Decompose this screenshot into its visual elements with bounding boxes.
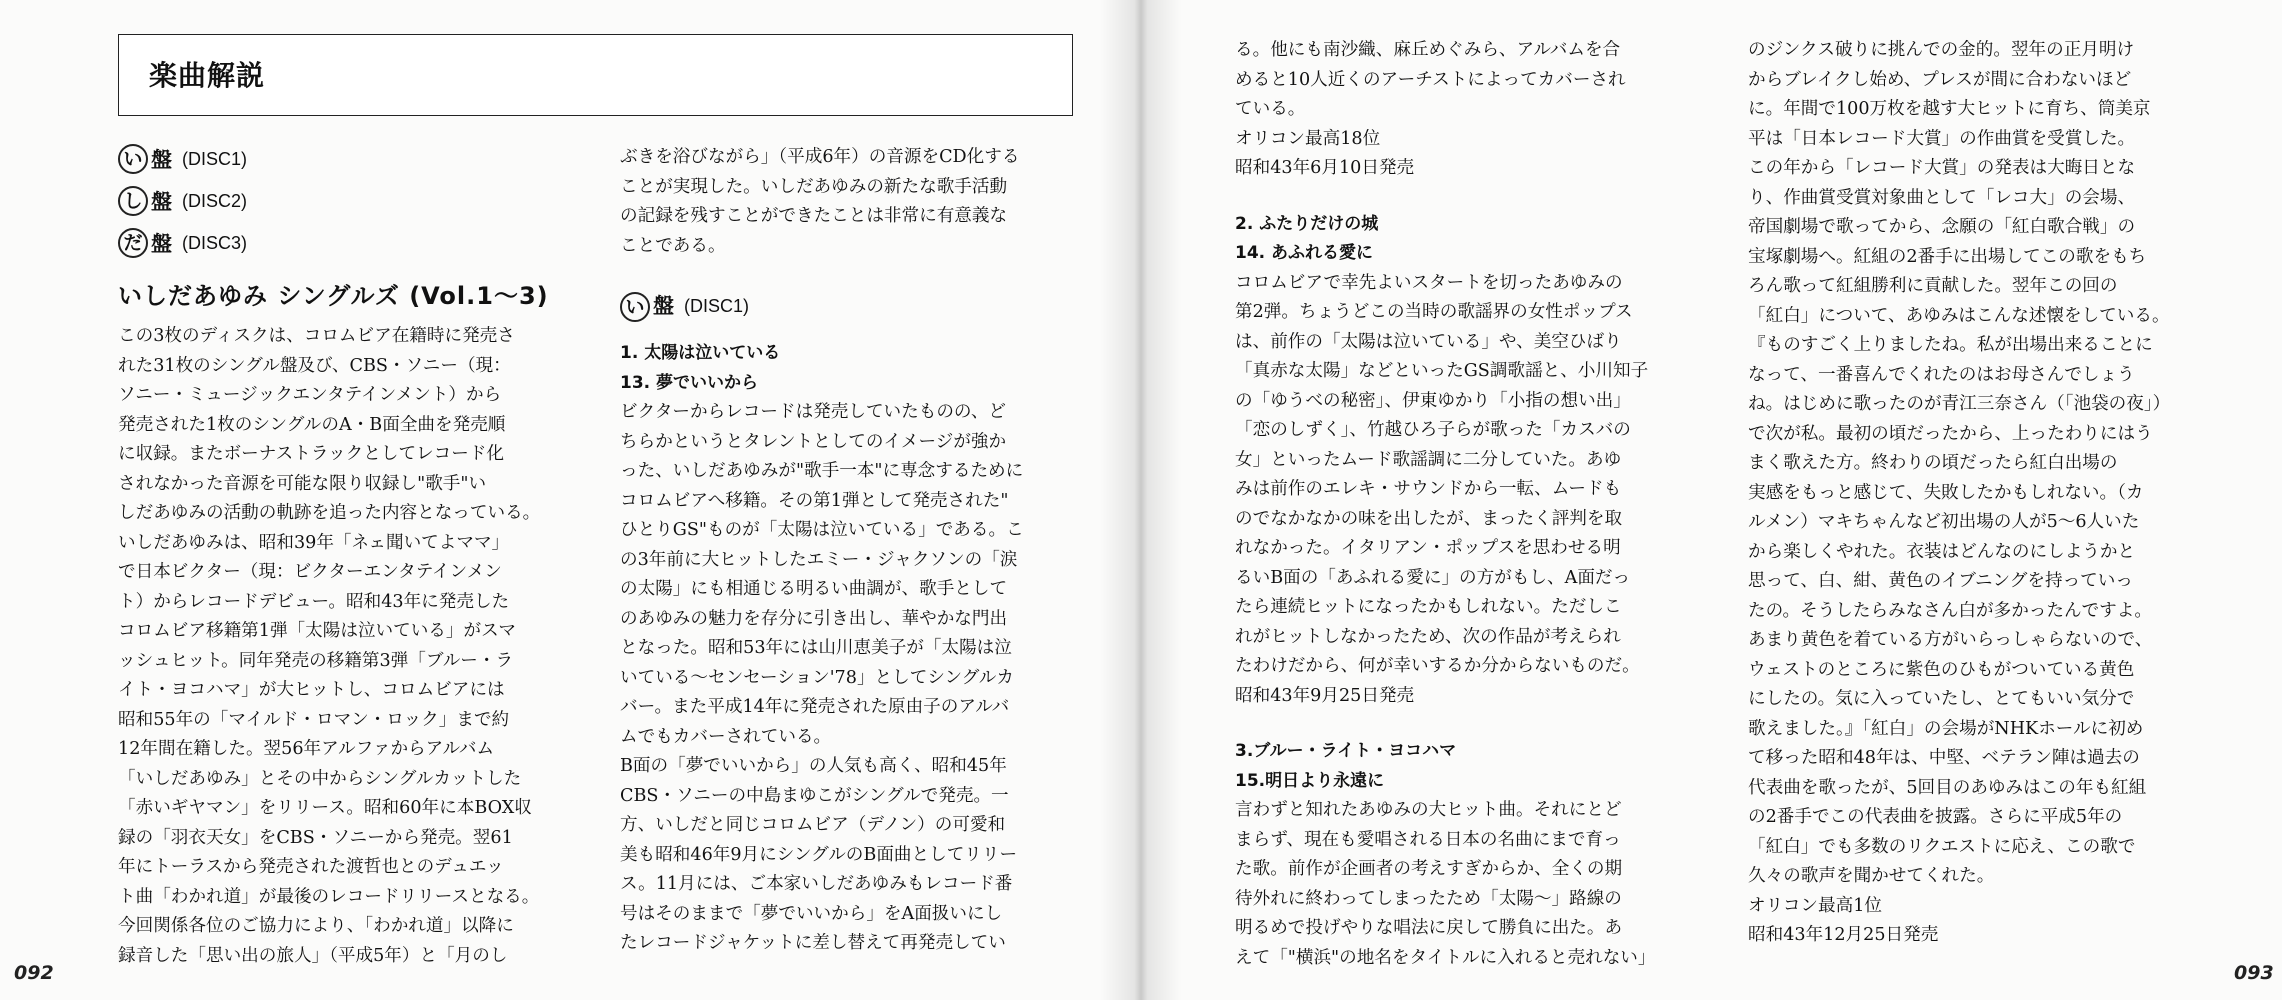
text-line: った、いしだあゆみが"歌手一本"に専念するために [620, 461, 1024, 481]
song1-description [620, 398, 1090, 959]
text-line: ト）からレコードデビュー。昭和43年に発売した [118, 591, 510, 612]
text-line: 方、いしだと同じコロムビア（デノン）の可愛和 [620, 815, 1006, 835]
text-line: なって、一番喜んでくれたのはお母さんでしょう [1748, 364, 2135, 385]
text-line: ろん歌って紅組勝利に貢献した。翌年この回の [1748, 276, 2118, 296]
text-line: のあゆみの魅力を存分に引き出し、華やかな門出 [620, 608, 1008, 629]
text-line: 昭和43年9月25日発売 [1235, 685, 1415, 706]
text-line: コロムビアで幸先よいスタートを切ったあゆみの [1235, 272, 1623, 293]
song-title: 14. あふれる愛に [1235, 243, 1374, 263]
disc-ban: 盤 [151, 232, 172, 256]
text-line: となった。昭和53年には山川恵美子が「太陽は泣 [620, 638, 1012, 658]
disc-ban: 盤 [151, 190, 172, 214]
text-line: コロムビアへ移籍。その第1弾として発売された" [620, 490, 1009, 511]
text-line: 昭和43年12月25日発売 [1748, 925, 1939, 945]
text-line: しだあゆみの活動の軌跡を追った内容となっている。 [118, 503, 541, 523]
disc1-header [620, 287, 1090, 327]
disc-label: (DISC1) [684, 296, 750, 317]
intro-continuation [620, 143, 1090, 261]
text-line: て移った昭和48年は、中堅、ベテラン陣は過去の [1748, 748, 2140, 768]
disc-ban: 盤 [653, 294, 674, 319]
text-line: ちらかというとタレントとしてのイメージが強か [620, 431, 1007, 452]
text-line: 待外れに終わってしまったため「太陽〜」路線の [1235, 888, 1622, 909]
left-column-1 [118, 322, 616, 971]
text-line: ス。11月には、ご本家いしだあゆみもレコード番 [620, 874, 1013, 894]
text-line: の太陽」にも相通じる明るい曲調が、歌手として [620, 579, 1008, 599]
text-line: のジンクス破りに挑んでの金的。翌年の正月明け [1748, 40, 2135, 60]
disc-mark-circle: い [118, 144, 148, 174]
right-page [1141, 0, 2282, 1000]
text-line: で日本ビクター（現：ビクターエンタテインメン [118, 562, 502, 582]
disc-label: (DISC2) [182, 190, 248, 211]
text-line: ルメン）マキちゃんなど初出場の人が5〜6人いた [1748, 512, 2140, 532]
text-line: いている〜センセーション'78」としてシングルカ [620, 667, 1014, 688]
article-heading: いしだあゆみ シングルズ (Vol.1〜3) [118, 282, 549, 310]
text-line: 「赤いギヤマン」をリリース。昭和60年に本BOX収 [118, 798, 532, 818]
spacer [1235, 711, 1747, 737]
text-line: り、作曲賞受賞対象曲として「レコ大」の会場、 [1748, 187, 2136, 208]
text-line: に。年間で100万枚を越す大ヒットに育ち、筒美京 [1748, 99, 2151, 119]
text-line: れた31枚のシングル盤及び、CBS・ソニー（現： [118, 355, 511, 376]
song-title: 1. 太陽は泣いている [620, 343, 781, 363]
text-line: る。他にも南沙織、麻丘めぐみら、アルバムを合 [1235, 40, 1621, 60]
text-line: 「真赤な太陽」などといったGS調歌謡と、小川知子 [1235, 361, 1649, 381]
text-line: のでなかなかの味を出したが、まったく評判を取 [1235, 508, 1623, 529]
text-line: この年から「レコード大賞」の発表は大晦日とな [1748, 158, 2136, 178]
text-line: めると10人近くのアーチストによってカバーされ [1235, 69, 1626, 90]
intro-paragraph [118, 322, 616, 971]
right-column-1 [1235, 36, 1747, 973]
text-line: た歌。前作が企画者の考えすぎからか、全くの期 [1235, 859, 1623, 879]
text-line: 歌えました。』「紅白」の会場がNHKホールに初め [1748, 718, 2144, 739]
text-line: コロムビア移籍第1弾「太陽は泣いている」がスマ [118, 621, 516, 641]
text-line: まく歌えた方。終わりの頃だったら紅白出場の [1748, 453, 2118, 473]
text-line: で次が私。最初の頃だったから、上ったわりにはう [1748, 423, 2153, 444]
text-line: の2番手でこの代表曲を披露。さらに平成5年の [1748, 807, 2123, 827]
song1-continuation [1235, 36, 1747, 184]
section-title-box [118, 34, 1073, 116]
text-line: ひとりGS"ものが「太陽は泣いている」である。こ [620, 520, 1024, 540]
text-line: オリコン最高18位 [1235, 128, 1381, 149]
spacer [620, 261, 1090, 287]
text-line: 12年間在籍した。翌56年アルファからアルバム [118, 739, 495, 759]
text-line: 代表曲を歌ったが、5回目のあゆみはこの年も紅組 [1748, 777, 2147, 798]
text-line: 久々の歌声を聞かせてくれた。 [1748, 866, 1995, 886]
disc-mark-circle: い [620, 292, 650, 322]
text-line: 発売された1枚のシングルのA・B面全曲を発売順 [118, 414, 506, 435]
text-line: たら連続ヒットになったかもしれない。ただしこ [1235, 597, 1622, 617]
text-line: ッシュヒット。同年発売の移籍第3弾「ブルー・ラ [118, 650, 514, 671]
text-line: 第2弾。ちょうどこの当時の歌謡界の女性ポップス [1235, 302, 1633, 322]
text-line: ソニー・ミュージックエンタテインメント）から [118, 385, 502, 405]
page-number: 093 [2234, 962, 2274, 984]
disc-label: (DISC1) [182, 148, 248, 169]
left-column-2 [620, 143, 1090, 959]
text-line: 「紅白」でも多数のリクエストに応え、この歌で [1748, 836, 2136, 857]
text-line: 「紅白」について、あゆみはこんな述懐をしている。 [1748, 305, 2170, 326]
text-line: ことである。 [620, 235, 726, 256]
text-line: 今回関係各位のご協力により、「わかれ道」以降に [118, 916, 514, 936]
text-line: 思って、白、紺、黄色のイブニングを持っていっ [1748, 571, 2133, 591]
text-line: ウェストのところに紫色のひもがついている黄色 [1748, 659, 2135, 680]
text-line: ね。はじめに歌ったのが青江三奈さん（「池袋の夜」） [1748, 394, 2171, 414]
text-line: されなかった音源を可能な限り収録し"歌手"い [118, 473, 487, 494]
text-line: いしだあゆみは、昭和39年「ネェ聞いてよママ」 [118, 532, 510, 553]
disc-legend-item [118, 222, 538, 264]
text-line: れがヒットしなかったため、次の作品が考えられ [1235, 626, 1621, 647]
disc-mark-circle: し [118, 186, 148, 216]
song-title: 3.ブルー・ライト・ヨコハマ [1235, 741, 1457, 761]
song-title: 15.明日より永遠に [1235, 770, 1385, 791]
disc-legend [118, 138, 538, 264]
disc-legend-item [118, 180, 538, 222]
text-line: 実感をもっと感じて、失敗したかもしれない。（カ [1748, 482, 2144, 503]
text-line: は、前作の「太陽は泣いている」や、美空ひばり [1235, 331, 1622, 352]
text-line: ト曲「わかれ道」が最後のレコードリリースとなる。 [118, 886, 540, 907]
text-line: オリコン最高1位 [1748, 895, 1882, 916]
text-line: から楽しくやれた。衣装はどんなのにしようかと [1748, 541, 2136, 562]
text-line: 録の「羽衣天女」をCBS・ソニーから発売。翌61 [118, 827, 513, 848]
text-line: 帝国劇場で歌ってから、念願の「紅白歌合戦」の [1748, 217, 2136, 237]
song3-description [1235, 796, 1747, 973]
text-line: 年にトーラスから発売された渡哲也とのデュエッ [118, 857, 504, 877]
text-line: に収録。またボーナストラックとしてレコード化 [118, 444, 505, 464]
text-line: 『ものすごく上りましたね。私が出場出来ることに [1748, 335, 2153, 355]
disc-legend-item [118, 138, 538, 180]
text-line: 「いしだあゆみ」とその中からシングルカットした [118, 768, 522, 789]
text-line: ことが実現した。いしだあゆみの新たな歌手活動 [620, 176, 1008, 197]
text-line: 昭和43年6月10日発売 [1235, 158, 1415, 178]
text-line: たわけだから、何が幸いするか分からないものだ。 [1235, 656, 1640, 676]
text-line: 号はそのままで「夢でいいから」をA面扱いにし [620, 903, 1003, 924]
text-line: れなかった。イタリアン・ポップスを思わせる明 [1235, 538, 1621, 558]
text-line: バー。また平成14年に発売された原由子のアルバ [620, 697, 1010, 717]
song-title: 2. ふたりだけの城 [1235, 213, 1379, 234]
text-line: B面の「夢でいいから」の人気も高く、昭和45年 [620, 756, 1007, 776]
text-line: にしたの。気に入っていたし、とてもいい気分で [1748, 689, 2135, 709]
text-line: イト・ヨコハマ」が大ヒットし、コロムビアには [118, 680, 505, 700]
text-line: 言わずと知れたあゆみの大ヒット曲。それにとど [1235, 800, 1622, 820]
section-title: 楽曲解説 [149, 59, 266, 92]
text-line: るいB面の「あふれる愛に」の方がもし、A面だっ [1235, 567, 1631, 588]
text-line: の3年前に大ヒットしたエミー・ジャクソンの「涙 [620, 549, 1018, 570]
text-line: 宝塚劇場へ。紅組の2番手に出場してこの歌をもち [1748, 246, 2147, 267]
text-line: CBS・ソニーの中島まゆこがシングルで発売。一 [620, 785, 1009, 806]
text-line: の「ゆうべの秘密」、伊東ゆかり「小指の想い出」 [1235, 390, 1631, 411]
text-line: あまり黄色を着ている方がいらっしゃらないので、 [1748, 630, 2153, 650]
text-line: たレコードジャケットに差し替えて再発売してい [620, 933, 1006, 953]
text-line: ムでもカバーされている。 [620, 726, 832, 747]
page-number: 092 [14, 962, 54, 984]
text-line: 女」といったムード歌謡調に二分していた。あゆ [1235, 449, 1622, 470]
spacer [1235, 184, 1747, 210]
disc-label: (DISC3) [182, 232, 248, 253]
text-line: の記録を残すことができたことは非常に有意義な [620, 206, 1008, 226]
text-line: 録音した「思い出の旅人」（平成5年）と「月のし [118, 945, 508, 966]
text-line: この3枚のディスクは、コロムビア在籍時に発売さ [118, 326, 515, 346]
text-line: ビクターからレコードは発売していたものの、ど [620, 402, 1007, 422]
disc-ban: 盤 [151, 148, 172, 172]
text-line: たの。そうしたらみなさん白が多かったんですよ。 [1748, 600, 2152, 621]
text-line: 昭和55年の「マイルド・ロマン・ロック」まで約 [118, 709, 510, 730]
text-line: 平は「日本レコード大賞」の作曲賞を受賞した。 [1748, 128, 2136, 149]
song3-continuation [1748, 36, 2228, 951]
text-line: まらず、現在も愛唱される日本の名曲にまで育っ [1235, 829, 1621, 850]
text-line: えて「"横浜"の地名をタイトルに入れると売れない」 [1235, 947, 1656, 968]
text-line: ぶきを浴びながら」（平成6年）の音源をCD化する [620, 147, 1020, 167]
text-line: 明るめで投げやりな唱法に戻して勝負に出た。あ [1235, 918, 1623, 938]
text-line: からブレイクし始め、プレスが間に合わないほど [1748, 69, 2132, 90]
disc-mark-circle: だ [118, 228, 148, 258]
text-line: 美も昭和46年9月にシングルのB面曲としてリリー [620, 844, 1018, 865]
song2-description [1235, 269, 1747, 712]
song-title: 13. 夢でいいから [620, 372, 759, 393]
text-line: ている。 [1235, 99, 1306, 119]
right-column-2 [1748, 36, 2228, 951]
text-line: みは前作のエレキ・サウンドから一転、ムードも [1235, 479, 1622, 499]
text-line: 「恋のしずく」、竹越ひろ子らが歌った「カスバの [1235, 420, 1631, 440]
